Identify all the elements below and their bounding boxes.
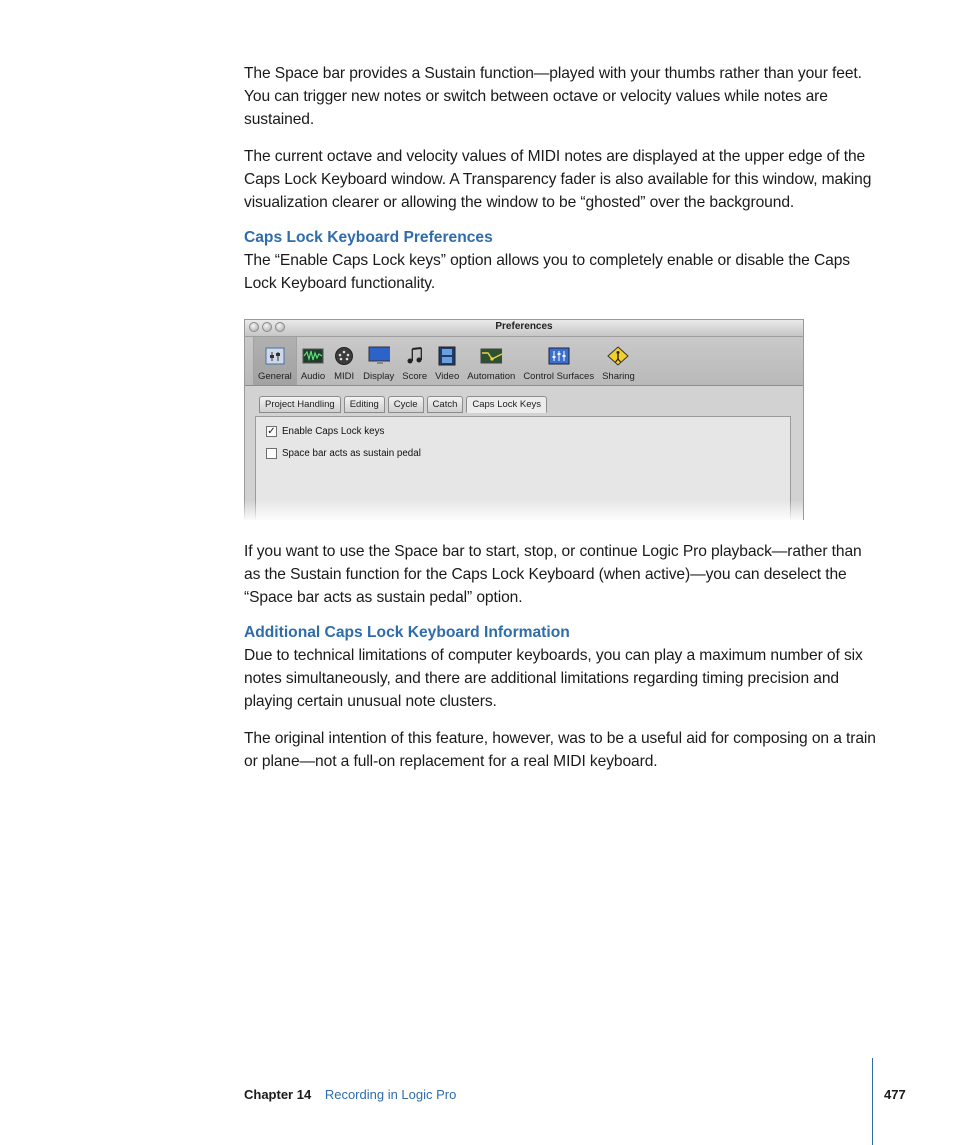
space-bar-sustain-option[interactable] [266,448,421,459]
toolbar-item-midi[interactable] [329,336,359,385]
option-label: Enable Caps Lock keys [282,426,385,437]
toolbar-item-video[interactable] [431,336,463,385]
option-label: Space bar acts as sustain pedal [282,448,421,459]
score-icon [404,346,426,366]
paragraph: The “Enable Caps Lock keys” option allows you to completely enable or disable the Caps Lock Keyboard functionality. [244,252,850,292]
toolbar-label: Automation [467,371,516,382]
page-body [244,62,876,309]
paragraph: The current octave and velocity values of MIDI notes are displayed at the upper edge of the Caps Lock Keyboard window. A Transparency fader is also available for this window, making visualization clearer or allowing the window to be “ghosted” over the background. [244,148,872,211]
automation-icon [480,346,502,366]
paragraph: If you want to use the Space bar to start, stop, or continue Logic Pro playback—rather than as the Sustain function for the Caps Lock Keyboard (when active)—you can deselect the “Space bar acts as sustain pedal” option. [244,543,862,606]
page-number: 477 [884,1087,906,1102]
toolbar-label: Audio [300,371,326,382]
footer-divider [872,1058,873,1145]
chapter-label: Chapter 14 [244,1087,312,1102]
midi-icon [333,346,355,366]
toolbar-item-score[interactable] [398,336,431,385]
toolbar-item-audio[interactable] [297,336,329,385]
toolbar-label: Control Surfaces [523,371,595,382]
toolbar-label: General [258,371,292,382]
preferences-tabs [259,396,547,413]
page-body-lower [244,540,876,787]
tab-caps-lock-keys[interactable]: Caps Lock Keys [466,396,547,413]
tab-catch[interactable]: Catch [427,396,464,413]
toolbar-label: Video [435,371,460,382]
enable-caps-lock-option[interactable] [266,426,384,437]
audio-icon [302,346,324,366]
section-heading-additional-info: Additional Caps Lock Keyboard Information [244,624,570,641]
section-heading-preferences: Caps Lock Keyboard Preferences [244,229,493,246]
chapter-title: Recording in Logic Pro [324,1087,457,1102]
paragraph: The Space bar provides a Sustain function—played with your thumbs rather than your feet. You can trigger new notes or switch between octave or velocity values while notes are sustained. [244,65,862,128]
tab-project-handling[interactable]: Project Handling [259,396,341,413]
control-surfaces-icon [548,346,570,366]
toolbar-item-display[interactable] [359,336,398,385]
toolbar-label: MIDI [334,371,355,382]
enable-caps-lock-checkbox[interactable]: ✓ [267,425,276,437]
tab-editing[interactable]: Editing [344,396,385,413]
preferences-toolbar [245,337,803,386]
page-footer [244,1087,456,1102]
paragraph: Due to technical limitations of computer keyboards, you can play a maximum number of six notes simultaneously, and there are additional limitations regarding timing precision and playing certain unusual note clusters. [244,647,863,710]
tab-cycle[interactable]: Cycle [388,396,424,413]
toolbar-item-sharing[interactable] [598,336,639,385]
screenshot-fade [243,500,803,522]
toolbar-item-control-surfaces[interactable] [519,336,598,385]
general-icon [264,346,286,366]
window-title: Preferences [495,321,553,332]
toolbar-item-general[interactable] [253,336,297,385]
window-titlebar [245,320,803,337]
space-bar-sustain-checkbox[interactable] [266,448,277,459]
preferences-window-screenshot [244,319,804,520]
paragraph: The original intention of this feature, however, was to be a useful aid for composing on a train or plane—not a full-on replacement for a real MIDI keyboard. [244,730,876,770]
video-icon [436,346,458,366]
toolbar-label: Score [402,371,428,382]
toolbar-label: Display [363,371,395,382]
toolbar-label: Sharing [602,371,635,382]
sharing-icon [607,346,629,366]
toolbar-item-automation[interactable] [463,336,519,385]
display-icon [368,346,390,366]
